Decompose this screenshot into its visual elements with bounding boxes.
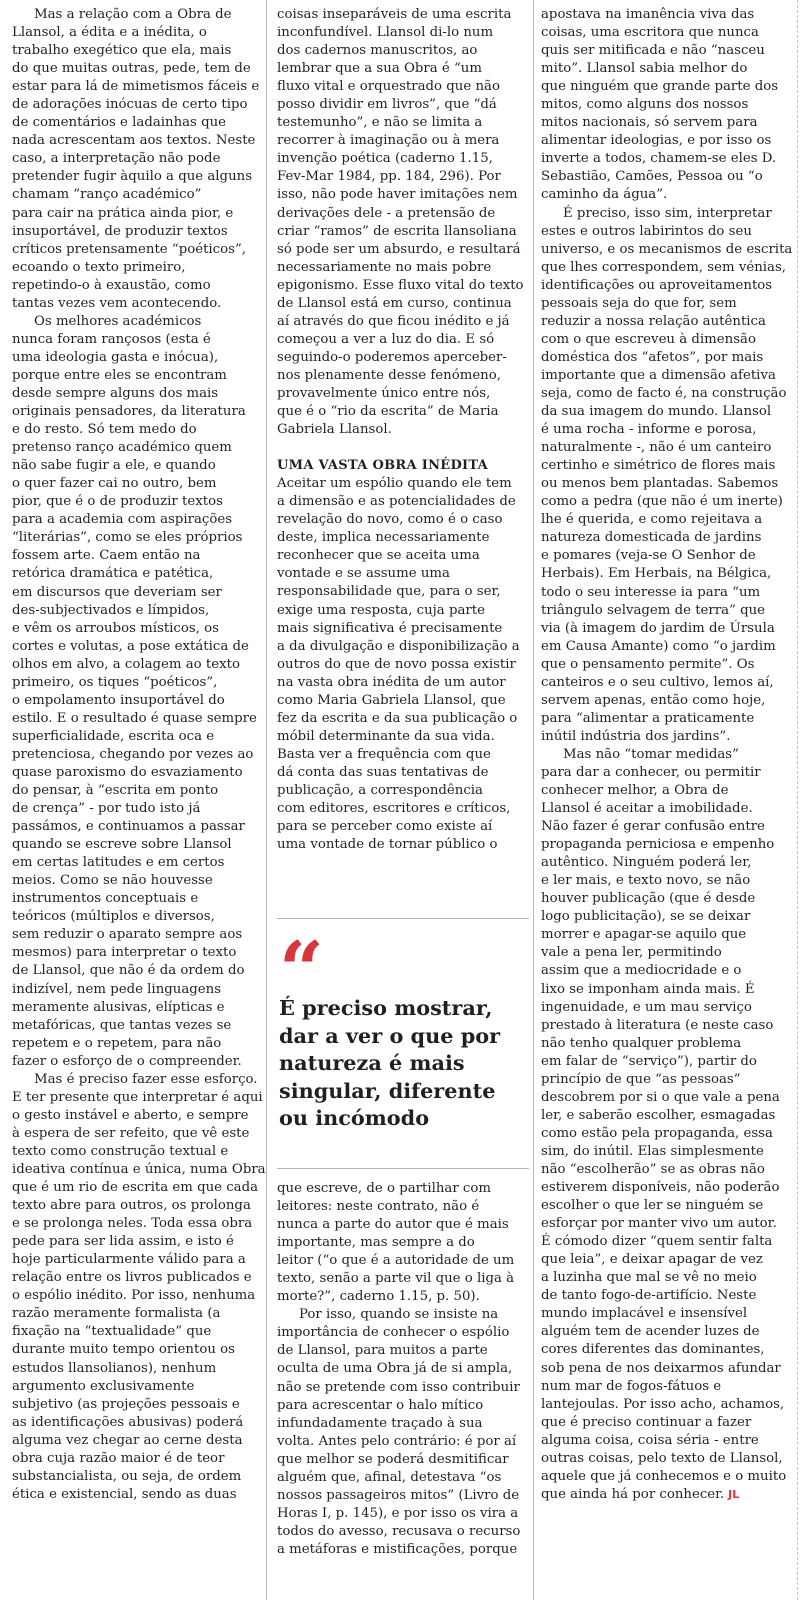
column-2-paragraph — [277, 6, 529, 439]
text-line: para a academia com aspirações — [12, 512, 233, 528]
text-line: via (à imagem do jardim de Úrsula — [541, 620, 775, 636]
text-line: pior, que é o de produzir textos — [12, 494, 223, 510]
text-line: estar para lá de mimetismos fáceis e — [12, 79, 260, 95]
text-line: apostava na imanência viva das — [541, 7, 755, 22]
text-line: sem reduzir o aparato sempre aos — [12, 927, 243, 943]
text-line: instrumentos conceptuais e — [12, 891, 199, 907]
text-line: Aceitar um espólio quando ele tem — [277, 476, 512, 492]
text-line: Os melhores académicos — [34, 313, 202, 329]
text-line: mitos, como alguns dos nossos — [541, 97, 749, 113]
text-line: hoje particularmente válido para a — [12, 1252, 246, 1268]
text-line: propaganda perniciosa e empenho — [541, 837, 775, 853]
text-line: começou a ver a luz do dia. E só — [277, 331, 495, 347]
pull-quote-bottom-rule — [277, 1168, 529, 1169]
text-line: morrer e apagar-se aquilo que — [541, 927, 747, 943]
text-line: quando se escreve sobre Llansol — [12, 837, 232, 853]
text-line: de crença” - por tudo isto já — [12, 801, 201, 817]
text-line: coisas, uma escritora que nunca — [541, 25, 759, 41]
text-line: argumento exclusivamente — [12, 1378, 195, 1394]
text-line: e se prolonga neles. Toda essa obra — [12, 1216, 253, 1232]
text-line: do pensar, à “escrita em ponto — [12, 783, 219, 799]
article-column-2-bottom — [277, 1180, 529, 1559]
text-line: em Causa Amante) como “o jardim — [541, 638, 776, 654]
pull-quote — [277, 918, 529, 1172]
text-line: não se pretende com isso contribuir — [277, 1379, 520, 1395]
text-line: lhe é querida, e como rejeitava a — [541, 512, 763, 528]
text-line: reduzir a nossa relação autêntica — [541, 313, 766, 329]
text-line: desde sempre alguns dos mais — [12, 385, 219, 401]
text-line: mais significativa é precisamente — [277, 620, 503, 636]
text-line: certinho e simétrico de flores mais — [541, 458, 776, 474]
text-line: todo o seu interesse ia para “um — [541, 584, 761, 600]
text-line: de comentários e ladainhas que — [12, 115, 227, 131]
text-line: Basta ver a frequência com que — [277, 746, 491, 762]
text-line: quase paroxismo do esvaziamento — [12, 764, 243, 780]
text-line: mitos nacionais, só servem para — [541, 115, 758, 131]
pull-quote-top-rule — [277, 918, 529, 919]
text-line: responsabilidade que, para o ser, — [277, 584, 501, 600]
text-line: vontade e se assume uma — [277, 566, 450, 582]
text-line: isso, não pode haver imitações nem — [277, 187, 518, 203]
text-line: invenção poética (caderno 1.15, — [277, 151, 493, 167]
text-line: ingenuidade, e um mau serviço — [541, 999, 752, 1015]
text-line: importante que a dimensão afetiva — [541, 367, 776, 383]
author-signature: JL — [724, 1487, 740, 1501]
text-line: em falar de “serviço”), partir do — [541, 1053, 757, 1069]
text-line: ideativa contínua e única, numa Obra — [12, 1162, 266, 1177]
article-column-1 — [12, 6, 266, 1504]
text-line: como a pedra (que não é um inerte) — [541, 494, 783, 510]
text-line: tantas vezes vem acontecendo. — [12, 295, 222, 311]
text-line: subjetivo (as projeções pessoais e — [12, 1396, 240, 1412]
text-line: a luzinha que mal se vê no meio — [541, 1270, 757, 1286]
text-line: mundo implacável e insensível — [541, 1306, 748, 1322]
text-line: testemunho”, e não se limita a — [277, 115, 483, 131]
text-line: a da divulgação e disponibilização a — [277, 638, 520, 654]
text-line: lembrar que a sua Obra é “um — [277, 61, 482, 77]
text-line: conhecer melhor, a Obra de — [541, 783, 729, 799]
text-line: teóricos (múltiplos e diversos, — [12, 909, 215, 925]
text-line: primeiro, os tiques “poéticos”, — [12, 674, 218, 690]
text-line: fluxo vital e orquestrado que não — [277, 79, 500, 95]
text-line: texto abre para outros, os prolonga — [12, 1198, 251, 1214]
text-line: assim que a mediocridade e o — [541, 963, 742, 979]
text-line: É preciso, isso sim, interpretar — [563, 205, 772, 221]
text-line: canteiros e o seu cultivo, lemos aí, — [541, 674, 774, 690]
text-line: fossem arte. Caem então na — [12, 548, 201, 564]
text-line: originais pensadores, da literatura — [12, 404, 246, 420]
text-line: aí através do que ficou inédito e já — [277, 313, 510, 329]
text-line: ou menos bem plantadas. Sabemos — [541, 476, 779, 492]
text-line: nunca a parte do autor que é mais — [277, 1217, 509, 1233]
text-line: uma vontade de tornar público o — [277, 837, 498, 853]
text-line: substancialista, ou seja, de ordem — [12, 1468, 242, 1484]
text-line: Mas é preciso fazer esse esforço. — [34, 1071, 258, 1087]
text-line: na vasta obra inédita de um autor — [277, 674, 506, 690]
text-line: naturalmente -, não é um canteiro — [541, 440, 772, 456]
text-line: a metáforas e mistificações, porque — [277, 1541, 518, 1557]
text-line: fez da escrita e da sua publicação o — [277, 710, 518, 726]
text-line: a dimensão e as potencialidades de — [277, 494, 516, 510]
column-rule-2 — [533, 0, 534, 1600]
text-line: reconhecer que se aceita uma — [277, 548, 480, 564]
text-line: de Llansol, para muitos a parte — [277, 1343, 488, 1359]
text-line: natureza domesticada de jardins — [541, 530, 762, 546]
text-line: outros do que de novo possa existir — [277, 656, 516, 672]
page-edge-rule — [797, 0, 798, 1600]
text-line: com editores, escritores e críticos, — [277, 801, 511, 817]
text-line: inútil indústria dos jardins”. — [541, 728, 731, 744]
text-line: num mar de fogos-fátuos e — [541, 1378, 722, 1394]
column-2-section-body — [277, 475, 529, 854]
text-line: durante muito tempo orientou os — [12, 1342, 235, 1358]
text-line: pretenso ranço académico quem — [12, 440, 232, 456]
text-line: Mas não “tomar medidas” — [563, 746, 739, 762]
text-line: alguém que, afinal, detestava “os — [277, 1469, 502, 1485]
text-line: para se perceber como existe aí — [277, 819, 493, 835]
text-line: pede para ser lida assim, e isto é — [12, 1234, 234, 1250]
text-line: quis ser mitificada e não “nasceu — [541, 43, 765, 59]
text-line: cortes e volutas, a pose extática de — [12, 638, 249, 654]
text-line: importância de conhecer o espólio — [277, 1325, 510, 1341]
text-line: descobrem por si o que vale a pena — [541, 1089, 780, 1105]
text-line: universo, e os mecanismos de escrita — [541, 241, 793, 257]
text-line: triângulo selvagem de terra” que — [541, 602, 766, 618]
text-line: do que muitas outras, pede, tem de — [12, 61, 251, 77]
text-line: volta. Antes pelo contrário: é por aí — [277, 1433, 517, 1449]
text-line: leitores: neste contrato, não é — [277, 1199, 480, 1215]
text-line: indizível, nem pede linguagens — [12, 981, 222, 997]
text-line: mito”. Llansol sabia melhor do — [541, 61, 748, 77]
text-line: e ler mais, e texto novo, se não — [541, 873, 751, 889]
text-line: ler, e saberão escolher, esmagadas — [541, 1107, 776, 1123]
text-line: nada acrescentam aos textos. Neste — [12, 133, 256, 149]
text-line: não sabe fugir a ele, e quando — [12, 458, 216, 474]
text-line: não tenho qualquer problema — [541, 1035, 742, 1051]
text-line: passámos, e continuamos a passar — [12, 819, 245, 835]
text-line: razão meramente formalista (a — [12, 1306, 221, 1322]
text-line: inverte a todos, chamem-se eles D. — [541, 151, 777, 167]
text-line: Llansol, a édita e a inédita, o — [12, 25, 207, 41]
text-line: outras coisas, pelo texto de Llansol, — [541, 1450, 783, 1466]
text-line: nos plenamente desse fenómeno, — [277, 367, 501, 383]
text-line: publicação, a correspondência — [277, 782, 483, 798]
text-line: derivações dele - a pretensão de — [277, 205, 496, 221]
text-line: fazer o esforço de o compreender. — [12, 1053, 242, 1069]
text-line: escolher o que ler se ninguém se — [541, 1198, 764, 1214]
text-line: nunca foram rançosos (esta é — [12, 331, 211, 347]
text-line: metafóricas, que tantas vezes se — [12, 1017, 232, 1033]
text-line: pretender fugir àquilo a que alguns — [12, 169, 253, 185]
text-line: superficialidade, escrita oca e — [12, 728, 215, 744]
article-column-3 — [541, 6, 793, 1504]
text-line: de adorações inócuas de certo tipo — [12, 97, 248, 113]
text-line: Horas I, p. 145), e por isso os vira a — [277, 1505, 519, 1521]
text-line: não “escolherão” se as obras não — [541, 1162, 765, 1177]
text-line: seja, como de facto é, na construção — [541, 385, 787, 401]
text-line: identificações ou aproveitamentos — [541, 277, 773, 293]
text-line: recorrer à imaginação ou à mera — [277, 133, 500, 149]
text-line: Fev-Mar 1984, pp. 184, 296). Por — [277, 169, 501, 185]
text-line: como estão pela propaganda, essa — [541, 1125, 773, 1141]
text-line: prestado à literatura (e neste caso — [541, 1017, 774, 1033]
text-line: de Llansol está em curso, continua — [277, 295, 512, 311]
section-subheading: UMA VASTA OBRA INÉDITA — [277, 458, 489, 474]
text-line: servem apenas, então como hoje, — [541, 692, 766, 708]
text-line: olhos em alvo, a colagem ao texto — [12, 656, 240, 672]
text-line: meramente alusivas, elípticas e — [12, 999, 225, 1015]
text-line: revelação do novo, como é o caso — [277, 512, 503, 528]
text-line: trabalho exegético que ela, mais — [12, 43, 232, 59]
text-line: esforçar por manter vivo um autor. — [541, 1216, 777, 1232]
text-line: estes e outros labirintos do seu — [541, 223, 752, 239]
text-line: aquele que já conhecemos e o muito — [541, 1468, 787, 1484]
text-line: estiverem disponíveis, não poderão — [541, 1180, 780, 1196]
text-line: autêntico. Ninguém poderá ler, — [541, 855, 752, 871]
text-line: insuportável, de produzir textos — [12, 223, 228, 239]
column-rule-1 — [266, 0, 267, 1600]
text-line: para “alimentar a praticamente — [541, 710, 755, 726]
text-line: Llansol é aceitar a imobilidade. — [541, 801, 753, 817]
text-line: lantejoulas. Por isso acho, achamos, — [541, 1396, 785, 1412]
text-line: princípio de que “as pessoas” — [541, 1071, 741, 1087]
text-line: só pode ser um absurdo, e resultará — [277, 241, 521, 257]
text-line: o quer fazer cai no outro, bem — [12, 476, 217, 492]
text-line: cores diferentes das dominantes, — [541, 1342, 765, 1358]
text-line: lixo se imponham ainda mais. É — [541, 981, 755, 997]
text-line: relação entre os livros publicados e — [12, 1270, 252, 1286]
text-line: provavelmente único entre nós, — [277, 385, 491, 401]
text-line: estilo. E o resultado é quase sempre — [12, 710, 257, 726]
text-line: que é preciso continuar a fazer — [541, 1414, 752, 1430]
text-line: o empolamento insuportável do — [12, 692, 225, 708]
text-line: epigonismo. Esse fluxo vital do texto — [277, 277, 524, 293]
text-line: alguém tem de acender luzes de — [541, 1324, 760, 1340]
text-line: que ninguém que grande parte dos — [541, 79, 779, 95]
text-line: alimentar ideologias, e por isso os — [541, 133, 772, 149]
quote-mark-icon: “ — [279, 925, 324, 1016]
text-line: exige uma resposta, cuja parte — [277, 602, 485, 618]
text-line: obra cuja razão maior é de teor — [12, 1450, 225, 1466]
text-line: É cómodo dizer “quem sentir falta — [541, 1234, 773, 1250]
text-line: necessariamente no mais pobre — [277, 259, 492, 275]
text-line: de Llansol, que não é da ordem do — [12, 963, 245, 979]
text-line: Por isso, quando se insiste na — [299, 1307, 499, 1323]
text-line: que é um rio de escrita em que cada — [12, 1180, 259, 1196]
text-line: importante, mas sempre a do — [277, 1235, 475, 1251]
text-line: que o pensamento permite”. Os — [541, 656, 755, 672]
text-line: vale a pena ler, permitindo — [541, 945, 722, 961]
text-line: chamam “ranço académico” — [12, 187, 202, 203]
text-line: com o que escreveu à dimensão — [541, 331, 756, 347]
text-line: que ainda há por conhecer. JL — [541, 1486, 740, 1502]
text-line: coisas inseparáveis de uma escrita — [277, 7, 512, 22]
text-line: que é o “rio da escrita” de Maria — [277, 404, 499, 420]
text-line: as identificações abusivas) poderá — [12, 1414, 244, 1430]
text-line: texto como construção textual e — [12, 1143, 229, 1159]
text-line: que leia”, e deixar apagar de vez — [541, 1252, 763, 1268]
text-line: fixação na “textualidade” que — [12, 1324, 212, 1340]
text-line: texto, senão a parte vil que o liga à — [277, 1271, 515, 1287]
text-line: retórica dramática e patética, — [12, 566, 214, 582]
text-line: houver publicação (que é desde — [541, 891, 756, 907]
text-line: que melhor se poderá desmitificar — [277, 1451, 509, 1467]
text-line: em certas latitudes e em certos — [12, 855, 225, 871]
text-line: porque entre eles se encontram — [12, 367, 227, 383]
text-line: caminho da água”. — [541, 187, 668, 203]
text-line: ecoando o texto primeiro, — [12, 259, 186, 275]
text-line: para dar a conhecer, ou permitir — [541, 764, 761, 780]
text-line: seguindo-o poderemos aperceber- — [277, 349, 507, 365]
text-line: logo publicitação), se se deixar — [541, 909, 751, 925]
text-line: inconfundível. Llansol di-lo num — [277, 25, 494, 41]
text-line: Gabriela Llansol. — [277, 422, 392, 438]
text-line: Sebastião, Camões, Pessoa ou “o — [541, 169, 763, 185]
text-line: da sua imagem do mundo. Llansol — [541, 404, 772, 420]
text-line: morte?”, caderno 1.15, p. 50). — [277, 1289, 480, 1305]
text-line: dos cadernos manuscritos, ao — [277, 43, 478, 59]
article-column-2-top — [277, 6, 529, 854]
text-line: que escreve, de o partilhar com — [277, 1181, 491, 1196]
text-line: deste, implica necessariamente — [277, 530, 490, 546]
text-line: oculta de uma Obra já de si ampla, — [277, 1361, 513, 1377]
text-line: o espólio inédito. Por isso, nenhuma — [12, 1288, 256, 1304]
text-line: dá conta das suas tentativas de — [277, 764, 489, 780]
text-line: em discursos que deveriam ser — [12, 584, 222, 600]
text-line: e do resto. Só tem medo do — [12, 422, 197, 438]
text-line: o gesto instável e aberto, e sempre — [12, 1107, 249, 1123]
text-line: mesmos) para interpretar o texto — [12, 945, 237, 961]
text-line: Herbais). Em Herbais, na Bélgica, — [541, 566, 772, 582]
text-line: ética e existencial, sendo as duas — [12, 1486, 237, 1502]
text-line: como Maria Gabriela Llansol, que — [277, 692, 506, 708]
text-line: posso dividir em livros”, que “dá — [277, 97, 497, 113]
text-line: críticos pretensamente “poéticos”, — [12, 241, 246, 257]
text-line: à espera de ser refeito, que vê este — [12, 1125, 250, 1141]
text-line: e pomares (veja-se O Senhor de — [541, 548, 756, 564]
text-line: todos do avesso, recusava o recurso — [277, 1523, 521, 1539]
text-line: Não fazer é gerar confusão entre — [541, 819, 765, 835]
pull-quote-text: É preciso mostrar, dar a ver o que por natureza é mais singular, diferente ou incómodo — [279, 995, 501, 1130]
text-line: pretenciosa, chegando por vezes ao — [12, 746, 254, 762]
text-line: Mas a relação com a Obra de — [34, 7, 232, 22]
text-line: leitor (“o que é a autoridade de um — [277, 1253, 515, 1269]
text-line: para cair na prática ainda pior, e — [12, 205, 234, 221]
text-line: repetindo-o à exaustão, como — [12, 277, 211, 293]
text-line: é uma rocha - informe e porosa, — [541, 422, 757, 438]
text-line: nossos passageiros mitos” (Livro de — [277, 1487, 520, 1503]
text-line: criar “ramos” de escrita llansoliana — [277, 223, 517, 239]
text-line: alguma vez chegar ao cerne desta — [12, 1432, 243, 1448]
text-line: des-subjectivados e límpidos, — [12, 602, 210, 618]
text-line: alguma coisa, coisa séria - entre — [541, 1432, 759, 1448]
text-line: repetem e o repetem, para não — [12, 1035, 222, 1051]
text-line: estudos llansolianos), nenhum — [12, 1360, 217, 1376]
text-line: e vêm os arroubos místicos, os — [12, 620, 219, 636]
text-line: sim, do inútil. Elas simplesmente — [541, 1143, 764, 1159]
text-line: doméstica dos “afetos”, por mais — [541, 349, 764, 365]
text-line: infundadamente traçado à sua — [277, 1415, 483, 1431]
text-line: móbil determinante da sua vida. — [277, 728, 495, 744]
text-line: “literárias”, como se eles próprios — [12, 530, 243, 546]
text-line: de tanto fogo-de-artifício. Neste — [541, 1288, 757, 1304]
text-line: meios. Como se não houvesse — [12, 873, 213, 889]
text-line: uma ideologia gasta e inócua), — [12, 349, 219, 365]
text-line: para acrescentar o halo mítico — [277, 1397, 484, 1413]
text-line: que lhes correspondem, sem vénias, — [541, 259, 786, 275]
text-line: E ter presente que interpretar é aqui — [12, 1089, 263, 1105]
text-line: caso, a interpretação não pode — [12, 151, 221, 167]
text-line: pessoais seja do que for, sem — [541, 295, 737, 311]
text-line: sob pena de nos deixarmos afundar — [541, 1360, 781, 1376]
